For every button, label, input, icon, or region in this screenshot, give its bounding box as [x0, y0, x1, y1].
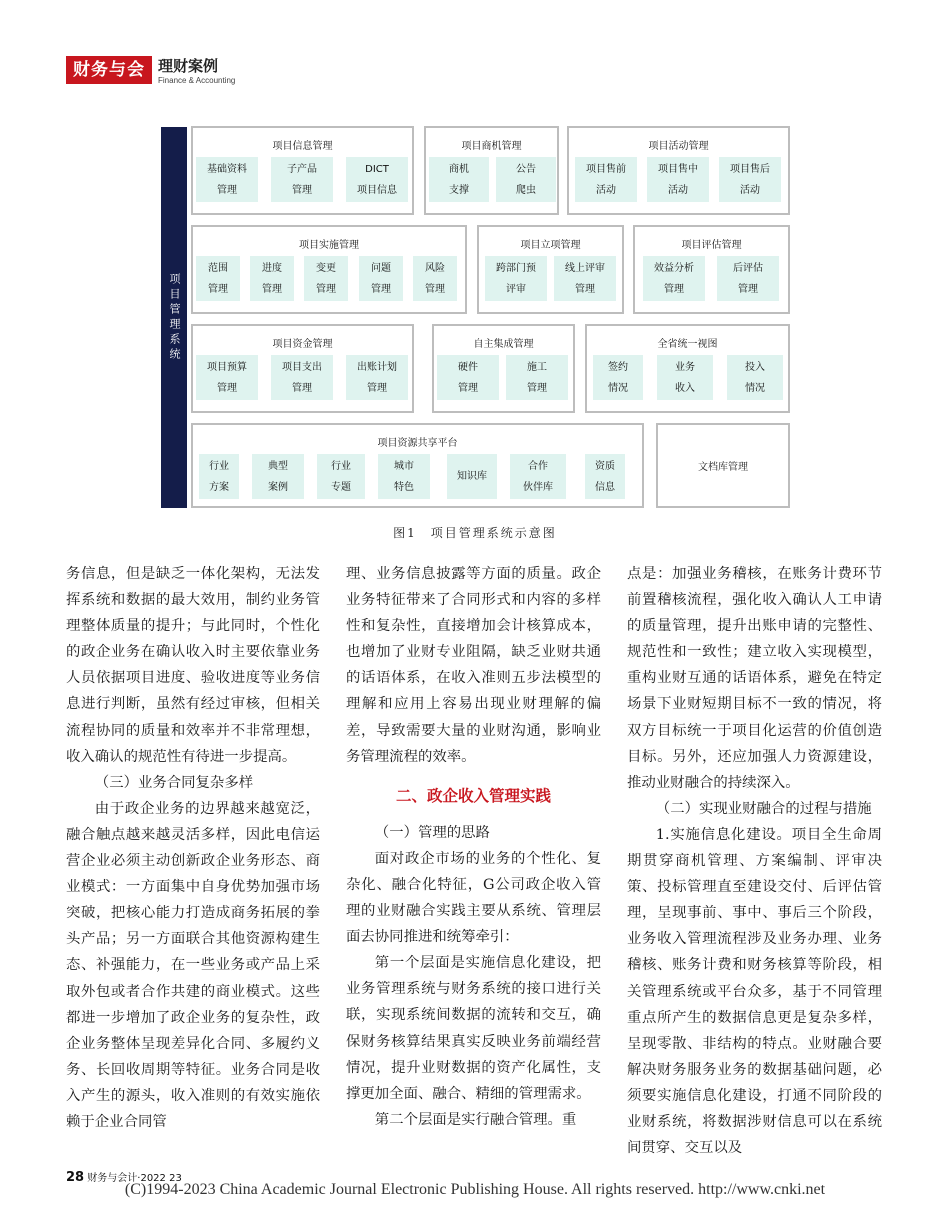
diagram-cell: 项目支出 管理 — [271, 355, 333, 400]
diagram-cell: 项目预算 管理 — [196, 355, 258, 400]
subheading: （三）业务合同复杂多样 — [94, 774, 254, 791]
group-activity — [567, 126, 790, 215]
diagram-cell: 业务 收入 — [657, 355, 713, 400]
paragraph: 第二个层面是实行融合管理。重 — [374, 1111, 577, 1128]
group-title: 项目评估管理 — [681, 240, 742, 251]
group-title: 项目立项管理 — [520, 240, 581, 251]
paragraph: 点是：加强业务稽核，在账务计费环节前置稽核流程，强化收入确认人工申请的质量管理，提升出账申请的完整性、规范性和一致性；建立收入实现模型，重构业财互通的话语体系，避免在特定场景下业财短期目标不一致的情况，将双方目标统一于项目化运营的价值创造目标。另外，还应加强人力资源建设，推动业财融合的持续深入。 — [627, 566, 882, 791]
diagram-cell: 典型 案例 — [252, 454, 304, 499]
paragraph: 务信息，但是缺乏一体化架构，无法发挥系统和数据的最大效用，制约业务管理整体质量的提升；与此同时，个性化的政企业务在确认收入时主要依靠业务人员依据项目进度、验收进度等业务信息进行判断，虽然有经过审核，但相关流程协同的质量和效率并不非常理想，收入确认的规范性有待进一步提高。 — [66, 566, 320, 765]
section-subtitle: Finance & Accounting — [158, 76, 236, 85]
page-number: 28 — [66, 1170, 85, 1185]
group-title: 项目商机管理 — [461, 141, 522, 152]
system-label: 项目管理系统 — [168, 272, 181, 363]
journal-issue: 财务与会计·2022 23 — [87, 1173, 182, 1184]
system-label-bar — [161, 127, 187, 508]
diagram-cell: 项目售前 活动 — [575, 157, 637, 202]
group-approval — [477, 225, 624, 314]
figure-caption: 图1 项目管理系统示意图 — [393, 526, 557, 540]
group-document-library — [656, 423, 790, 508]
diagram-cell: 跨部门预 评审 — [485, 256, 547, 301]
diagram-cell: 项目售中 活动 — [647, 157, 709, 202]
diagram-cell: 签约 情况 — [593, 355, 643, 400]
diagram-cell: 子产品 管理 — [271, 157, 333, 202]
subheading: （二）实现业财融合的过程与措施 — [655, 800, 872, 817]
diagram-cell: 范围 管理 — [196, 256, 240, 301]
section-heading: 二、政企收入管理实践 — [395, 786, 551, 805]
diagram-cell: 硬件 管理 — [437, 355, 499, 400]
group-project-info — [191, 126, 414, 215]
group-title: 自主集成管理 — [473, 339, 534, 350]
paragraph: 面对政企市场的业务的个性化、复杂化、融合化特征，G公司政企收入管理的业财融合实践主要从系统、管理层面去协同推进和统筹牵引： — [346, 850, 601, 946]
diagram-cell: 施工 管理 — [506, 355, 568, 400]
diagram-cell: 商机 支撑 — [429, 157, 489, 202]
text-column-1 — [66, 561, 320, 1135]
group-province-view — [585, 324, 790, 413]
paragraph: 由于政企业务的边界越来越宽泛，融合触点越来越灵活多样，因此电信运营企业必须主动创新政企业务形态、商业模式：一方面集中自身优势加强市场突破，把核心能力打造成商务拓展的拳头产品；另一方面联合其他资源构建生态、补强能力，在一些业务或产品上采取外包或者合作共建的商业模式。这些都进一步增加了政企业务的复杂性，政企业务整体呈现差异化合同、多履约义务、长回收周期等特征。业务合同是收入产生的源头，收入准则的有效实施依赖于企业合同管 — [66, 800, 320, 1130]
group-funds — [191, 324, 414, 413]
diagram-cell: 问题 管理 — [359, 256, 403, 301]
diagram-cell: 城市 特色 — [378, 454, 430, 499]
diagram-cell: 变更 管理 — [304, 256, 348, 301]
group-title: 项目实施管理 — [299, 240, 359, 251]
diagram-cell: 投入 情况 — [727, 355, 783, 400]
diagram-cell: DICT 项目信息 — [346, 157, 408, 202]
text-column-2 — [346, 561, 601, 1133]
group-resource-platform — [191, 423, 644, 508]
group-title: 项目资源共享平台 — [377, 438, 458, 449]
group-title: 项目信息管理 — [272, 141, 333, 152]
group-title: 项目活动管理 — [648, 141, 709, 152]
subheading: （一）管理的思路 — [374, 824, 490, 841]
group-integration — [432, 324, 575, 413]
group-evaluation — [633, 225, 790, 314]
journal-logo: 财务与会计 — [66, 56, 152, 84]
copyright-notice: (C)1994-2023 China Academic Journal Electronic Publishing House. All rights reserved. http://www.cnki.net — [124, 1181, 826, 1198]
text-column-3 — [627, 561, 882, 1161]
paragraph: 第一个层面是实施信息化建设，把业务管理系统与财务系统的接口进行关联，实现系统间数据的流转和交互，确保财务核算结果真实反映业务前端经营情况，提升业财数据的资产化属性，支撑更加全面、融合、精细的管理需求。 — [346, 955, 601, 1102]
diagram-cell: 公告 爬虫 — [496, 157, 556, 202]
diagram-cell: 行业 方案 — [199, 454, 239, 499]
group-implementation — [191, 225, 467, 314]
section-title: 理财案例 — [158, 57, 219, 75]
group-title: 全省统一视图 — [657, 339, 718, 350]
diagram-cell: 后评估 管理 — [717, 256, 779, 301]
diagram-cell: 出账计划 管理 — [346, 355, 408, 400]
diagram-cell: 线上评审 管理 — [554, 256, 616, 301]
group-title: 项目资金管理 — [272, 339, 333, 350]
group-title: 文档库管理 — [698, 462, 748, 473]
diagram-cell: 风险 管理 — [413, 256, 457, 301]
diagram-cell: 项目售后 活动 — [719, 157, 781, 202]
paragraph: 理、业务信息披露等方面的质量。政企业务特征带来了合同形式和内容的多样性和复杂性，直接增加会计核算成本，也增加了业财专业阻隔，缺乏业财共通的话语体系，在收入准则五步法模型的理解和应用上容易出现业财理解的偏差，导致需要大量的业财沟通，影响业务管理流程的效率。 — [346, 566, 601, 765]
diagram-cell: 合作 伙伴库 — [510, 454, 566, 499]
diagram-cell: 资质 信息 — [585, 454, 625, 499]
group-opportunity — [424, 126, 559, 215]
diagram-cell: 知识库 — [447, 454, 497, 499]
paragraph: 1.实施信息化建设。项目全生命周期贯穿商机管理、方案编制、评审决策、投标管理直至建设交付、后评估管理，呈现事前、事中、事后三个阶段，业务收入管理流程涉及业务办理、业务稽核、账务计费和财务核算等阶段，相关管理系统或平台众多，基于不同管理重点所产生的数据信息更是复杂多样，呈现零散、非结构的特点。业财融合要解决财务服务业务的数据基础问题，必须要实施信息化建设，打通不同阶段的业财系统，将数据涉财信息可以在系统间贯穿、交互以及 — [627, 826, 882, 1157]
diagram-cell: 效益分析 管理 — [643, 256, 705, 301]
diagram-cell: 进度 管理 — [250, 256, 294, 301]
diagram-cell: 基础资料 管理 — [196, 157, 258, 202]
diagram-cell: 行业 专题 — [317, 454, 365, 499]
